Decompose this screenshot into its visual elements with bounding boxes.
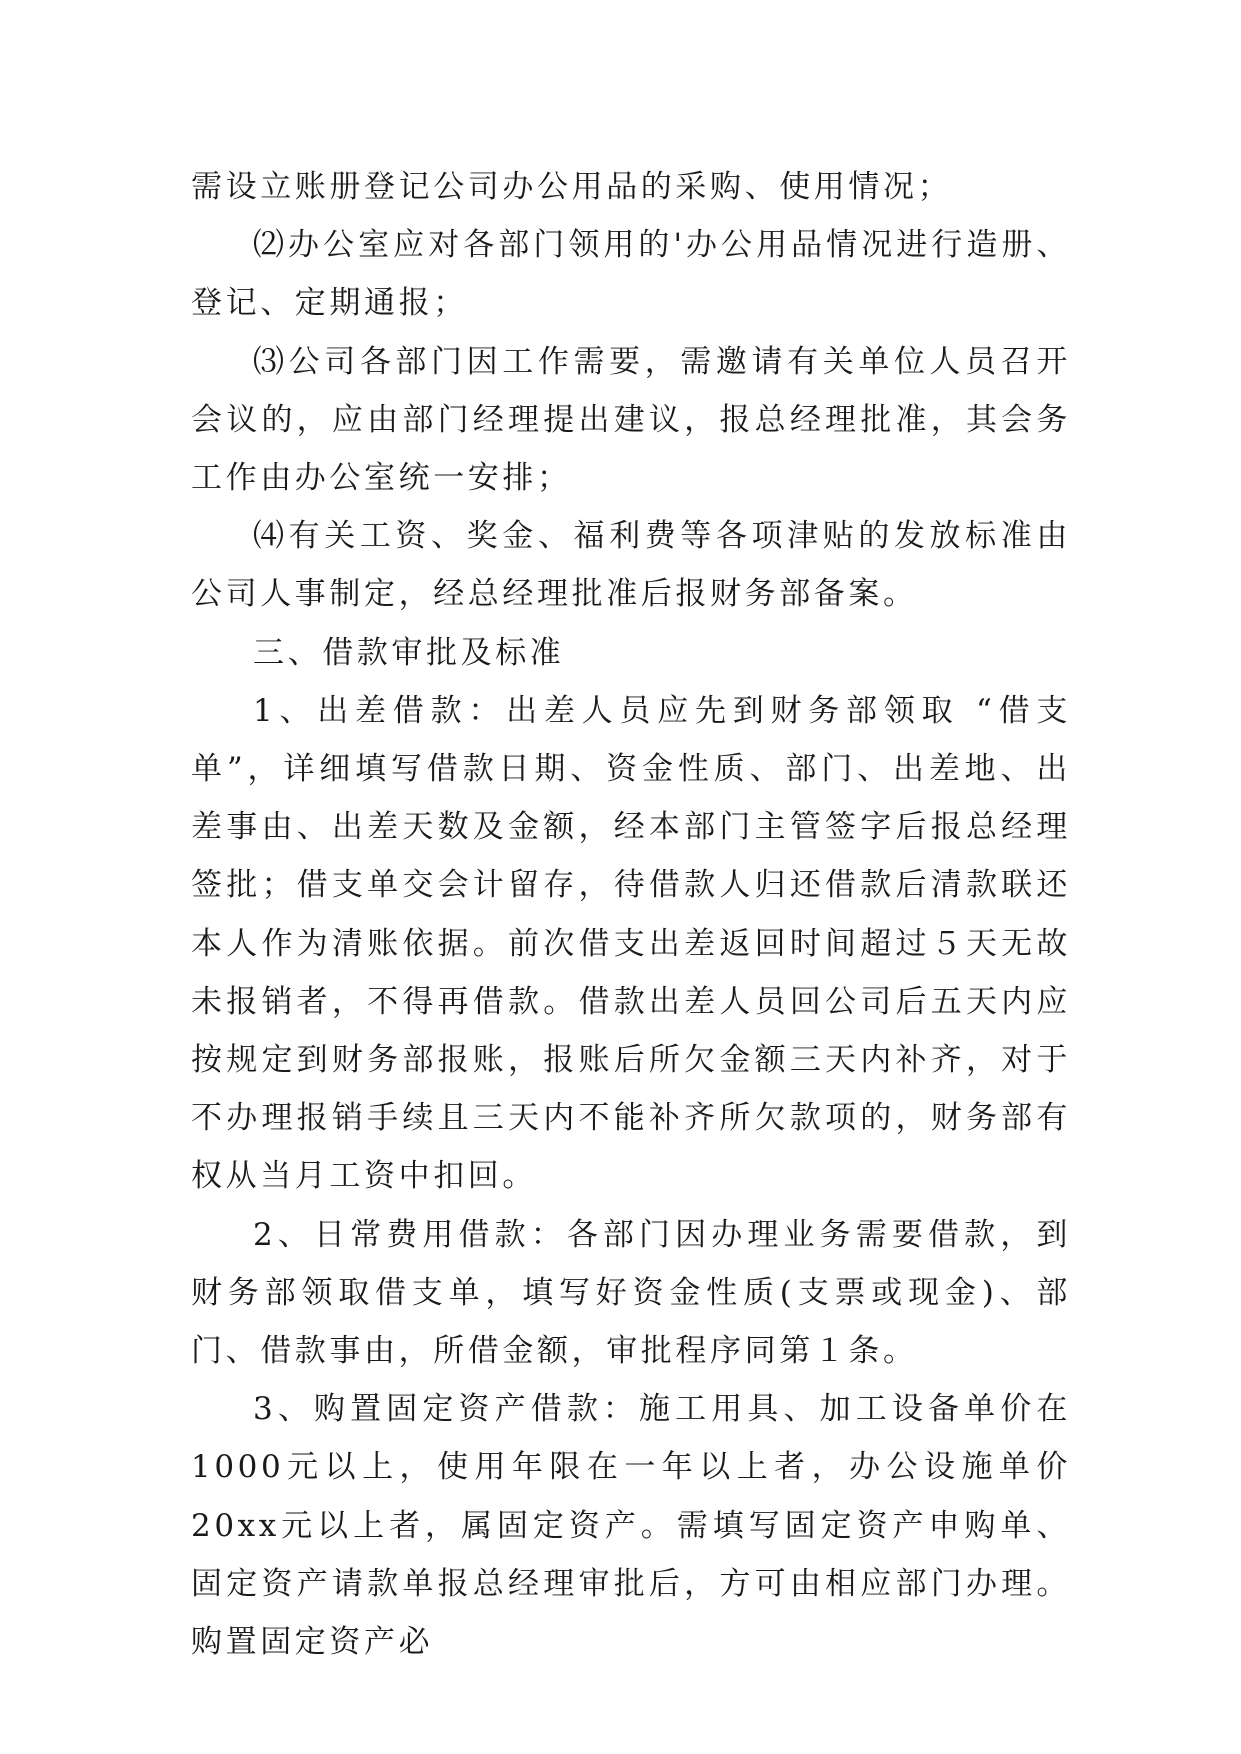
document-body [191, 158, 1071, 1671]
paragraph-3: ⑶公司各部门因工作需要，需邀请有关单位人员召开会议的，应由部门经理提出建议，报总经理批准，其会务工作由办公室统一安排； [191, 343, 1071, 497]
paragraph-2: ⑵办公室应对各部门领用的'办公用品情况进行造册、登记、定期通报； [191, 227, 1071, 322]
paragraph-4: ⑷有关工资、奖金、福利费等各项津贴的发放标准由公司人事制定，经总经理批准后报财务部备案。 [191, 518, 1071, 613]
paragraph-daily-expense-loan: 2、日常费用借款：各部门因办理业务需要借款，到财务部领取借支单，填写好资金性质(支票或现金)、部门、借款事由，所借金额，审批程序同第１条。 [191, 1216, 1071, 1370]
paragraph-fixed-asset-loan: 3、购置固定资产借款：施工用具、加工设备单价在1000元以上，使用年限在一年以上者，办公设施单价20xx元以上者，属固定资产。需填写固定资产申购单、固定资产请款单报总经理审批后，方可由相应部门办理。购置固定资产必 [191, 1391, 1071, 1661]
section-heading-3: 三、借款审批及标准 [253, 634, 565, 671]
paragraph-travel-loan: 1、出差借款：出差人员应先到财务部领取 “借支单”，详细填写借款日期、资金性质、部门、出差地、出差事由、出差天数及金额，经本部门主管签字后报总经理签批；借支单交会计留存，待借款人归还借款后清款联还本人作为清账依据。前次借支出差返回时间超过５天无故未报销者，不得再借款。借款出差人员回公司后五天内应按规定到财务部报账，报账后所欠金额三天内补齐，对于不办理报销手续且三天内不能补齐所欠款项的，财务部有权从当月工资中扣回。 [191, 692, 1071, 1195]
paragraph-1: 需设立账册登记公司办公用品的采购、使用情况； [191, 169, 953, 205]
